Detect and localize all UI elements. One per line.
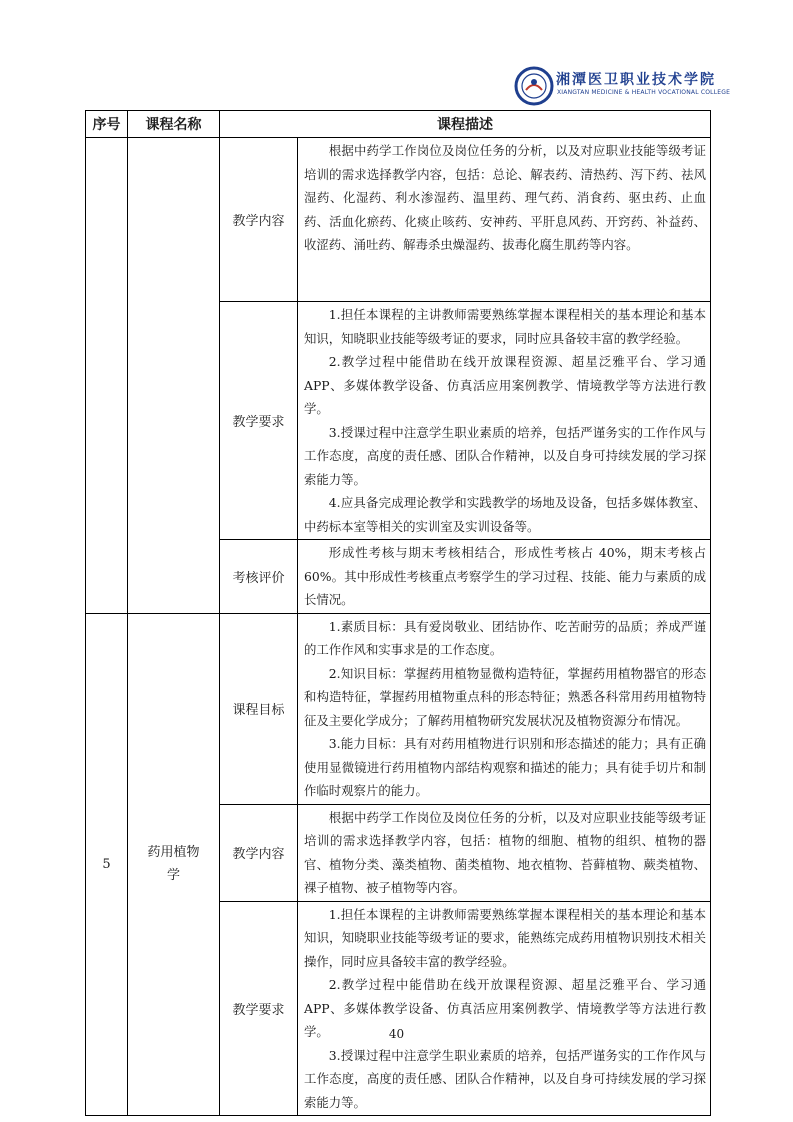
course-name-cell: 药用植物学 (128, 613, 220, 1116)
description-teaching-content (298, 804, 711, 901)
course-name-cell (128, 138, 220, 614)
description-assessment (298, 540, 711, 614)
paragraph: 根据中药学工作岗位及岗位任务的分析，以及对应职业技能等级考证培训的需求选择教学内容，包括：总论、解表药、清热药、泻下药、祛风湿药、化湿药、利水渗湿药、温里药、理气药、消食药、驱虫药、止血药、活血化瘀药、化痰止咳药、安神药、平肝息风药、开窍药、补益药、收涩药、涌吐药、解毒杀虫燥湿药、拔毒化腐生肌药等内容。 (304, 143, 706, 252)
college-name-english: XIANGTAN MEDICINE & HEALTH VOCATIONAL COLLEGE (557, 89, 731, 96)
paragraph: 3.授课过程中注意学生职业素质的培养，包括严谨务实的工作作风与工作态度，高度的责任感、团队合作精神，以及自身可持续发展的学习探索能力等。 (304, 424, 706, 487)
subheading-course-goals: 课程目标 (220, 613, 298, 804)
description-teaching-requirements (298, 901, 711, 1116)
subheading-assessment: 考核评价 (220, 540, 298, 614)
paragraph: 形成性考核与期末考核相结合，形成性考核占 40%，期末考核占 60%。其中形成性考核重点考察学生的学习过程、技能、能力与素质的成长情况。 (304, 545, 706, 607)
paragraph: 2.知识目标：掌握药用植物显微构造特征，掌握药用植物器官的形态和构造特征，掌握药用植物重点科的形态特征；熟悉各科常用药用植物特征及主要化学成分；了解药用植物研究发展状况及植物资源分布情况。 (304, 665, 706, 728)
subheading-teaching-content: 教学内容 (220, 138, 298, 302)
header-no: 序号 (86, 111, 128, 138)
subheading-teaching-requirements: 教学要求 (220, 302, 298, 540)
paragraph: 4.应具备完成理论教学和实践教学的场地及设备，包括多媒体教室、中药标本室等相关的实训室及实训设备等。 (304, 495, 706, 534)
paragraph: 2.教学过程中能借助在线开放课程资源、超星泛雅平台、学习通 APP、多媒体教学设备、仿真活应用案例教学、情境教学等方法进行教学。 (304, 354, 706, 416)
paragraph: 1.素质目标：具有爱岗敬业、团结协作、吃苦耐劳的品质；养成严谨的工作作风和实事求是的工作态度。 (304, 618, 706, 657)
paragraph: 3.授课过程中注意学生职业素质的培养，包括严谨务实的工作作风与工作态度，高度的责任感、团队合作精神，以及自身可持续发展的学习探索能力等。 (304, 1047, 706, 1110)
paragraph: 1.担任本课程的主讲教师需要熟练掌握本课程相关的基本理论和基本知识，知晓职业技能等级考证的要求，同时应具备较丰富的教学经验。 (304, 307, 706, 346)
paragraph: 2.教学过程中能借助在线开放课程资源、超星泛雅平台、学习通 APP、多媒体教学设备、仿真活应用案例教学、情境教学等方法进行教学。 (304, 977, 706, 1039)
table-row (86, 138, 711, 302)
description-teaching-requirements (298, 302, 711, 540)
course-no-cell: 5 (86, 613, 128, 1116)
subheading-teaching-requirements: 教学要求 (220, 901, 298, 1116)
paragraph: 3.能力目标：具有对药用植物进行识别和形态描述的能力；具有正确使用显微镜进行药用植物内部结构观察和描述的能力；具有徒手切片和制作临时观察片的能力。 (304, 736, 706, 798)
header-course-name: 课程名称 (128, 111, 220, 138)
college-name: 湘潭医卫职业技术学院 (556, 72, 716, 88)
table-header-row (86, 111, 711, 138)
table-row (86, 613, 711, 804)
college-emblem-icon (514, 66, 554, 106)
course-no-cell (86, 138, 128, 614)
course-description-table (85, 110, 711, 1116)
description-course-goals (298, 613, 711, 804)
college-logo (514, 66, 731, 108)
paragraph: 1.担任本课程的主讲教师需要熟练掌握本课程相关的基本理论和基本知识，知晓职业技能等级考证的要求，能熟练完成药用植物识别技术相关操作，同时应具备较丰富的教学经验。 (304, 906, 706, 969)
subheading-teaching-content: 教学内容 (220, 804, 298, 901)
description-teaching-content (298, 138, 711, 302)
header-course-description: 课程描述 (220, 111, 711, 138)
paragraph: 根据中药学工作岗位及岗位任务的分析，以及对应职业技能等级考证培训的需求选择教学内容，包括：植物的细胞、植物的组织、植物的器官、植物分类、藻类植物、菌类植物、地衣植物、苔藓植物、蕨类植物、裸子植物、被子植物等内容。 (304, 809, 706, 895)
page-number: 40 (388, 1027, 405, 1041)
